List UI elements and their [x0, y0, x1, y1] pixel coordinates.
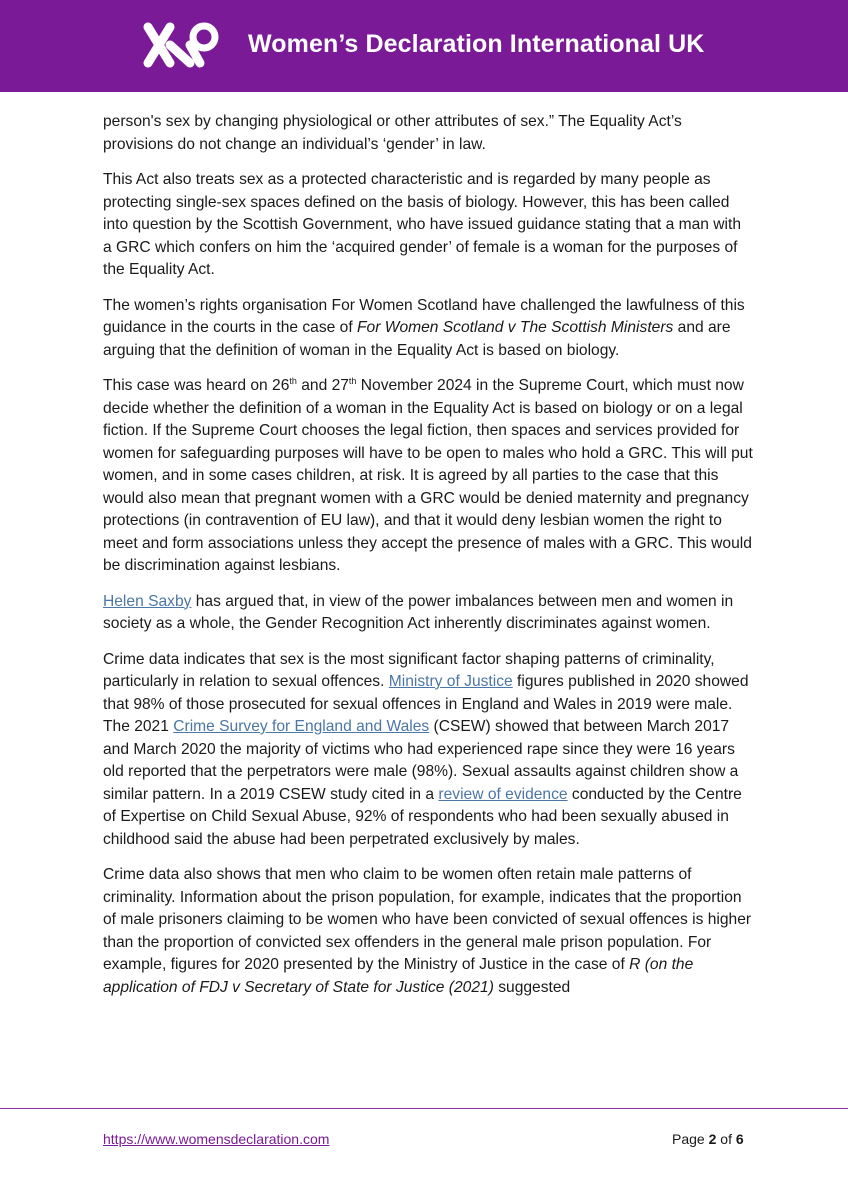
paragraph-1: person's sex by changing physiological or other attributes of sex.” The Equality Act’s provisions do not change an individual’s ‘gender’ in law. — [103, 113, 682, 153]
paragraph-3: The women’s rights organisation For Women Scotland have challenged the lawfulness of this guidance in the courts in the case of For Women Scotland v The Scottish Ministers and are arguing that the definition of woman in the Equality Act is based on biology. — [103, 296, 745, 359]
document-body — [103, 111, 753, 1012]
footer-divider — [0, 1108, 848, 1109]
crime-survey-link[interactable]: Crime Survey for England and Wales — [173, 718, 430, 735]
paragraph-2: This Act also treats sex as a protected characteristic and is regarded by many people as protecting single-sex spaces defined on the basis of biology. However, this has been called into question by the Scottish Government, who have issued guidance stating that a man with a GRC which confers on him the ‘acquired gender’ of female is a woman for the purposes of the Equality Act. — [103, 171, 741, 278]
ministry-of-justice-link[interactable]: Ministry of Justice — [388, 673, 513, 690]
brand-title: Women’s Declaration International UK — [248, 30, 705, 58]
page-number: Page 2 of 6 — [672, 1131, 744, 1147]
paragraph-6: Crime data indicates that sex is the most significant factor shaping patterns of criminality, particularly in relation to sexual offences. Ministry of Justice figures published in 2020 showed that 98% of those prosecuted for sexual offences in England and Wales in 2019 were male. The 2021 Crime Survey for England and Wales (CSEW) showed that between March 2017 and March 2020 the majority of victims who had experienced rape since they were 16 years old reported that the perpetrators were male (98%). Sexual assaults against children show a similar pattern. In a 2019 CSEW study cited in a review of evidence conducted by the Centre of Expertise on Child Sexual Abuse, 92% of respondents who had been sexually abused in childhood said the abuse had been perpetrated exclusively by males. — [103, 650, 749, 848]
wdi-logo-icon — [140, 19, 220, 71]
case-name: R (on the application of FDJ v Secretary of State for Justice (2021) — [103, 956, 694, 996]
paragraph-5: Helen Saxby has argued that, in view of the power imbalances between men and women in society as a whole, the Gender Recognition Act inherently discriminates against women. — [103, 592, 734, 632]
header-bar — [0, 0, 848, 92]
helen-saxby-link[interactable]: Helen Saxby — [103, 592, 192, 610]
paragraph-4: This case was heard on 26th and 27th November 2024 in the Supreme Court, which must now decide whether the definition of a woman in the Equality Act is based on biology or on a legal fiction. If the Supreme Court chooses the legal fiction, then spaces and services provided for women for safeguarding purposes will have to be open to males who hold a GRC. This will put women, and in some cases children, at risk. It is agreed by all parties to the case that this would also mean that pregnant women with a GRC would be denied maternity and pregnancy protections (in contravention of EU law), and that it would deny lesbian women the right to meet and form associations unless they accept the presence of males with a GRC. This would be discrimination against lesbians. — [103, 375, 753, 574]
footer-website-link[interactable]: https://www.womensdeclaration.com — [103, 1131, 330, 1147]
paragraph-7: Crime data also shows that men who claim to be women often retain male patterns of criminality. Information about the prison population, for example, indicates that the proportion of male prisoners claiming to be women who have been convicted of sexual offences is higher than the proportion of convicted sex offenders in the general male prison population. For example, figures for 2020 presented by the Ministry of Justice in the case of R (on the application of FDJ v Secretary of State for Justice (2021) suggested — [103, 866, 752, 996]
case-name: For Women Scotland v The Scottish Ministers — [357, 319, 674, 336]
review-of-evidence-link[interactable]: review of evidence — [438, 785, 568, 803]
